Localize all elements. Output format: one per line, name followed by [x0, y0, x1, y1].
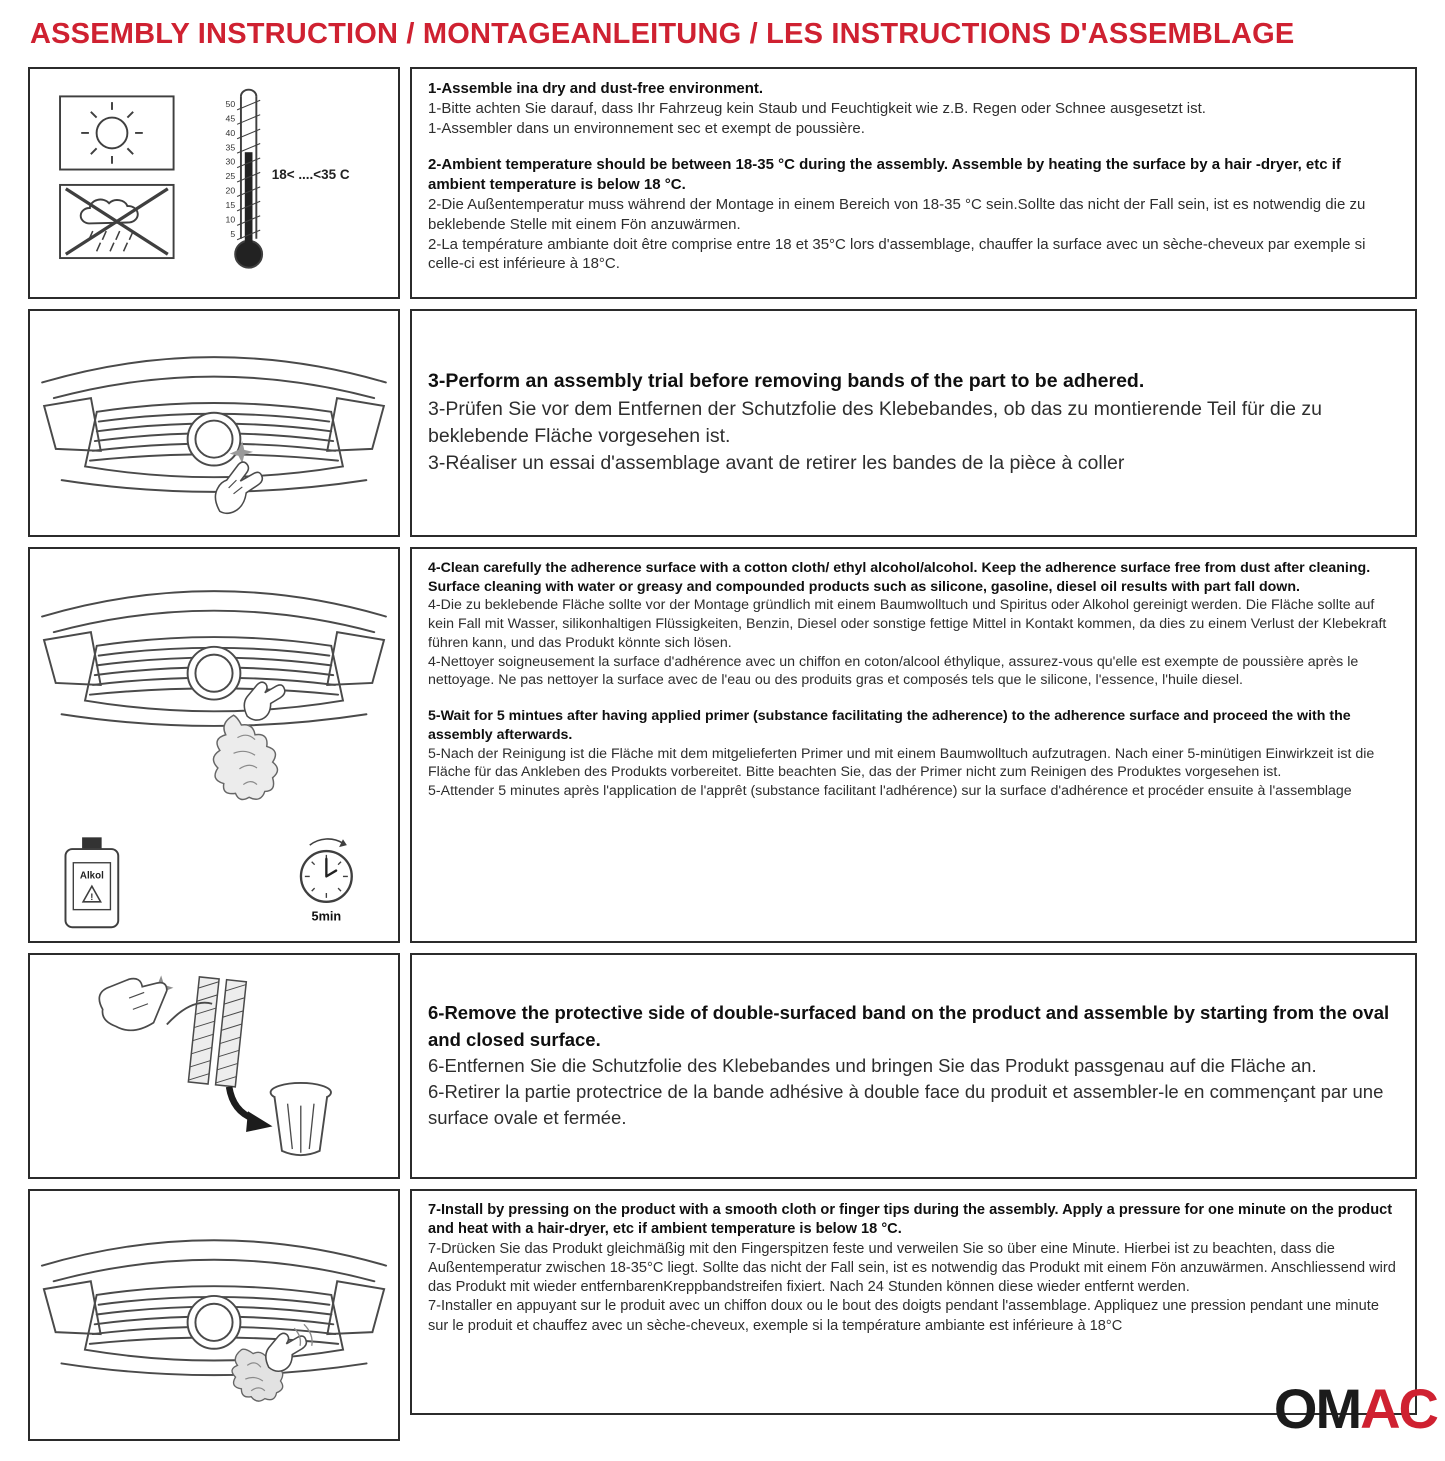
logo-text-black: OM — [1273, 1377, 1361, 1440]
section-trial — [28, 309, 1417, 537]
tick-label: 40 — [225, 127, 236, 138]
tick-label: 30 — [225, 156, 236, 167]
instruction-fr: 3-Réaliser un essai d'assemblage avant de retirer les bandes de la pièce à coller — [428, 452, 1125, 475]
instruction-en: 6-Remove the protective side of double-surfaced band on the product and assemble by starting from the oval and closed surface. — [428, 1002, 1390, 1050]
instruction-de: 6-Entfernen Sie die Schutzfolie des Klebebandes und bringen Sie das Produkt passgenau auf die Fläche an. — [428, 1054, 1317, 1076]
instruction-de: 2-Die Außentemperatur muss während der Montage in einem Bereich von 18-35 °C sein.Sollte das nicht der Fall sein, ist es notwendig die zu beklebende Stelle mit einem Fön anzuwärmen. — [428, 195, 1366, 233]
instruction-de: 5-Nach der Reinigung ist die Fläche mit dem mitgelieferten Primer und mit einem Baumwolltuch aufzutragen. Nach einer 5-minütigen Einwirkzeit ist die Fläche für das Ankleben des Produkts vorbereitet. Bitte beachten Sie, das der Primer nicht zum Reinigen des Produktes vorgesehen ist. — [428, 745, 1375, 781]
press-illustration — [28, 1189, 400, 1441]
warning-mark: ! — [90, 891, 94, 902]
tick-label: 5 — [230, 228, 236, 239]
instruction-de: 1-Bitte achten Sie darauf, dass Ihr Fahrzeug kein Staub und Feuchtigkeit wie z.B. Regen oder Schnee ausgesetzt ist. — [428, 99, 1206, 117]
instruction-en: 4-Clean carefully the adherence surface with a cotton cloth/ ethyl alcohol/alcohol. Keep the adherence surface free from dust after cleaning. Surface cleaning with water or greasy and compounded products such as silicone, gasoline, diesel oil results with part fall down. — [428, 560, 1371, 595]
car-grille-press-icon — [38, 1203, 390, 1428]
logo-text-red: AC — [1360, 1377, 1437, 1440]
tick-label: 35 — [225, 142, 236, 153]
cloth-icon — [213, 715, 277, 799]
hand-icon — [99, 979, 167, 1031]
section-peel-text — [410, 953, 1417, 1179]
tick-label: 25 — [225, 171, 236, 182]
section-trial-text — [410, 309, 1417, 537]
tape-peel-trash-icon — [44, 966, 384, 1166]
tick-label: 10 — [225, 214, 236, 225]
hand-icon — [215, 462, 262, 513]
alcohol-label: Alkol — [79, 869, 104, 881]
alcohol-bottle-icon — [65, 837, 118, 927]
car-grille-trial-icon — [38, 320, 390, 527]
section-environment-text — [410, 67, 1417, 299]
instruction-fr: 5-Attender 5 minutes après l'application de l'apprêt (substance facilitant l'adhérence) sur la surface d'adhérence et procéder ensuite à l'assemblage — [428, 783, 1352, 800]
clock-icon — [301, 838, 352, 922]
instruction-fr: 7-Installer en appuyant sur le produit avec un chiffon doux ou le bout des doigts pendant l'assemblage. Appliquez une pression pendant une minute sur le produit et chauffez avec un sèche-cheveux, exemple si la température ambiante est inférieure à 18°C — [428, 1298, 1379, 1334]
instruction-fr: 4-Nettoyer soigneusement la surface d'adhérence avec un chiffon en coton/alcool éthylique, assurez-vous qu'elle est exempte de poussière après le nettoyage. Ne pas nettoyer la surface avec de l'eau ou des produits gras et composés tels que le silicone, l'essence, l'huile diesel. — [428, 653, 1359, 689]
tick-label: 45 — [225, 113, 236, 124]
instruction-en: 3-Perform an assembly trial before removing bands of the part to be adhered. — [428, 370, 1145, 393]
page-title: ASSEMBLY INSTRUCTION / MONTAGEANLEITUNG / LES INSTRUCTIONS D'ASSEMBLAGE — [30, 18, 1295, 50]
instruction-en: 2-Ambient temperature should be between 18-35 °C during the assembly. Assemble by heating the surface by a hair -dryer, etc if ambient temperature is below 18 °C. — [428, 156, 1341, 194]
tick-label: 20 — [225, 185, 236, 196]
trash-can-icon — [271, 1083, 331, 1155]
peel-illustration — [28, 953, 400, 1179]
instruction-fr: 1-Assembler dans un environnement sec et exempt de poussière. — [428, 119, 865, 137]
instruction-de: 4-Die zu beklebende Fläche sollte vor der Montage gründlich mit einem Baumwolltuch und Spiritus oder Alkohol gereinigt werden. Die Fläche sollte auf kein Fall mit Wasser, silikonhaltigen Flüssigkeiten, Benzin, Diesel oder sonstige fettige Mittel in Kontakt kommen, da dies zu einem Verlust der Klebekraft führen kann, und das Produkt könnte sich lösen. — [428, 597, 1387, 651]
omac-logo — [1273, 1377, 1437, 1440]
section-clean — [28, 547, 1417, 943]
instruction-en: 7-Install by pressing on the product with a smooth cloth or finger tips during the assembly. Apply a pressure for one minute on the product and heat with a hair-dryer, etc if ambient temperature is below 18 °C. — [428, 1202, 1393, 1238]
clean-illustration — [28, 547, 400, 943]
car-grille-clean-icon — [38, 554, 390, 937]
instruction-de: 7-Drücken Sie das Produkt gleichmäßig mit den Fingerspitzen feste und verweilen Sie so über eine Minute. Hierbei ist zu beachten, dass die Außentemperatur zwischen 18-35°C liegt. Sollte das nicht der Fall sein, ist es notwendig das Produkt mit einem Fön anzuwärmen. Anschliessend wird das Produkt mit wieder entfernbarenKreppbandstreifen fixiert. Nach 24 Stunden können diese wieder entfernt werden. — [428, 1240, 1396, 1295]
instruction-en: 1-Assemble ina dry and dust-free environment. — [428, 80, 764, 97]
thermometer-icon — [235, 90, 262, 268]
hand-icon — [244, 682, 285, 720]
instruction-en: 5-Wait for 5 mintues after having applied primer (substance facilitating the adherence) to the adherence surface and proceed the with the assembly afterwards. — [428, 708, 1351, 743]
temperature-range-label: 18< ....<35 C — [271, 167, 350, 183]
trial-illustration — [28, 309, 400, 537]
environment-illustration — [28, 67, 400, 299]
section-peel — [28, 953, 1417, 1179]
tick-label: 15 — [225, 200, 236, 211]
section-environment — [28, 67, 1417, 299]
section-clean-text — [410, 547, 1417, 943]
section-press-text — [410, 1189, 1417, 1415]
clock-label: 5min — [311, 908, 342, 923]
tick-label: 50 — [225, 98, 236, 109]
sun-rain-thermometer-icon — [49, 81, 379, 285]
instruction-fr: 2-La température ambiante doit être comprise entre 18 et 35°C lors d'assemblage, chauffer la surface avec un sèche-cheveux par exemple si celle-ci est inférieure à 18°C. — [428, 235, 1366, 273]
section-press — [28, 1189, 1417, 1441]
instruction-de: 3-Prüfen Sie vor dem Entfernen der Schutzfolie des Klebebandes, ob das zu montierende Teil für die zu beklebende Fläche vorgesehen ist. — [428, 397, 1322, 447]
instruction-fr: 6-Retirer la partie protectrice de la bande adhésive à double face du produit et assembler-le en commençant par une surface ovale et fermée. — [428, 1081, 1384, 1129]
